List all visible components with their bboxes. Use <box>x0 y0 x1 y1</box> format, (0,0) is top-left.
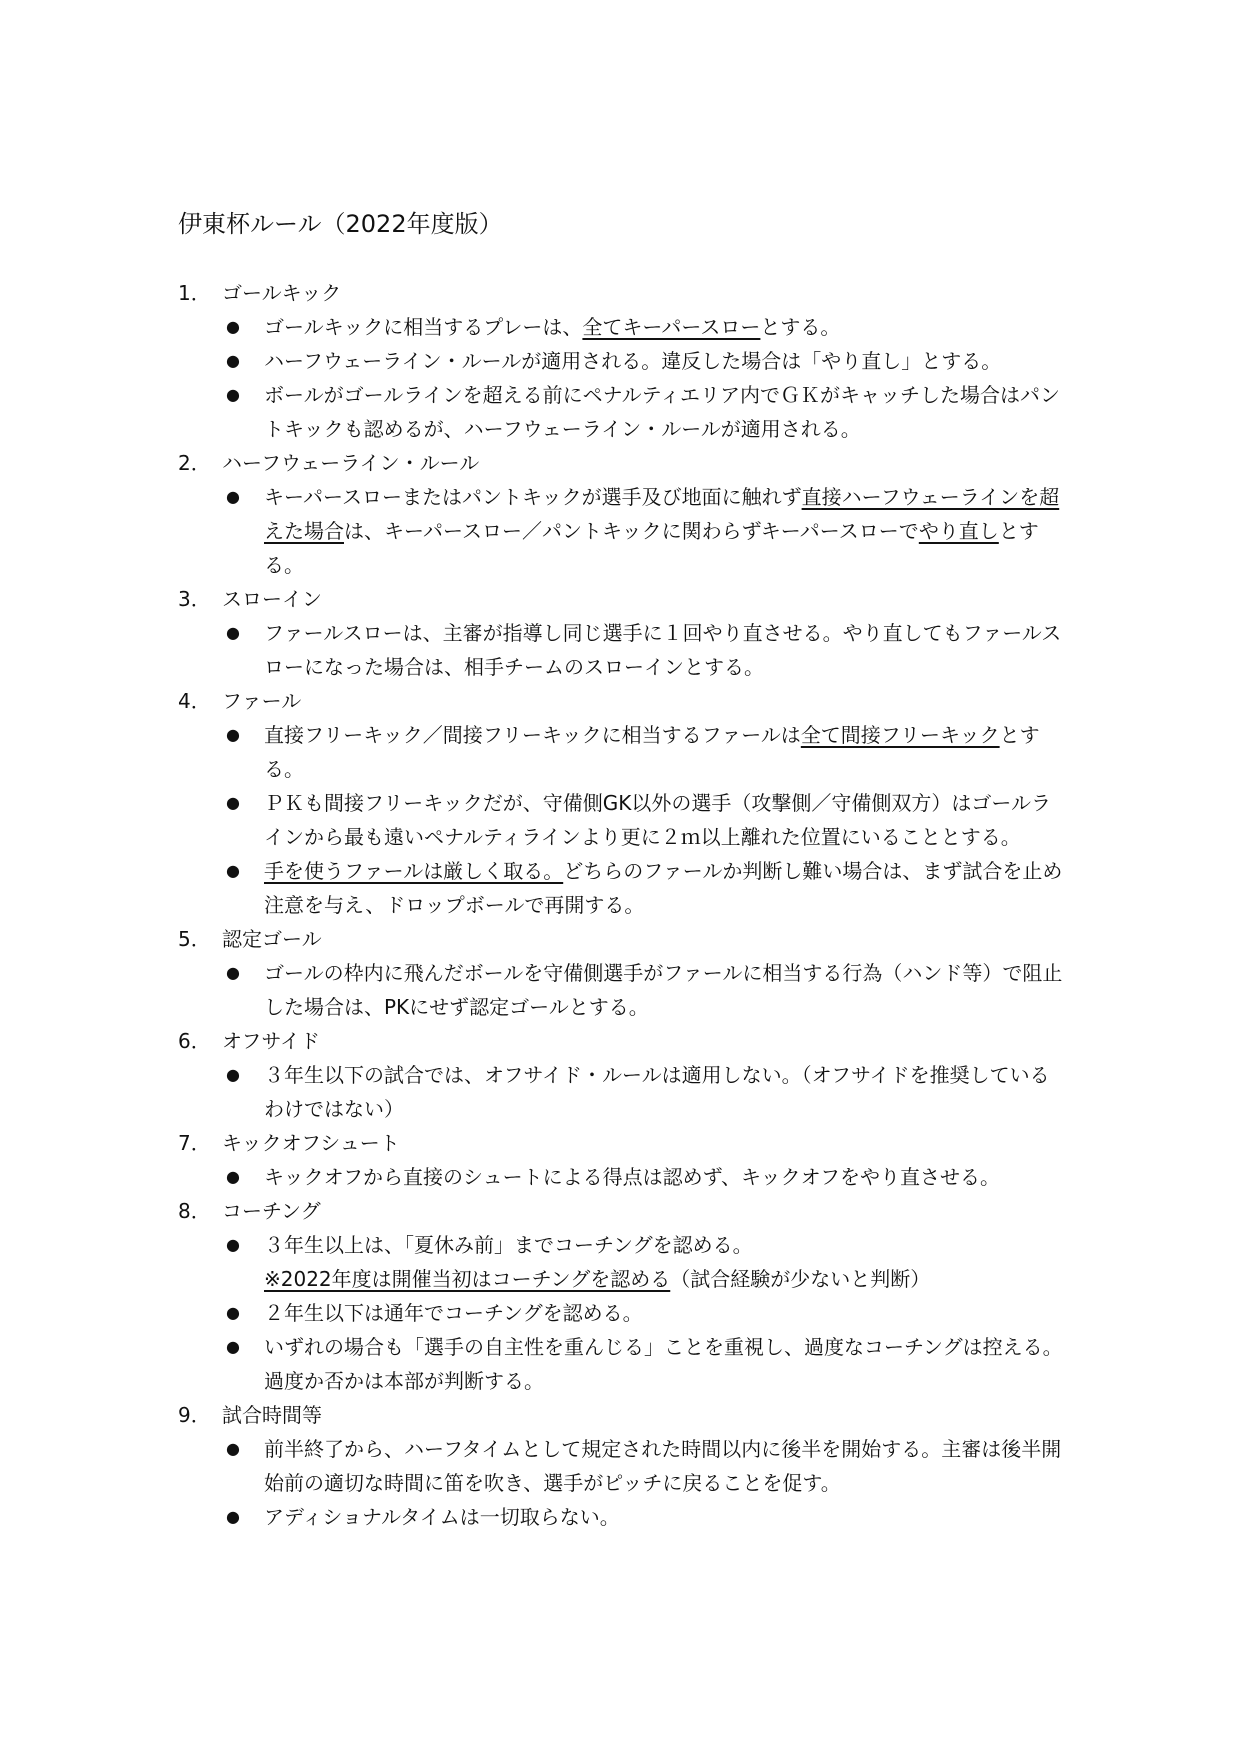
text-run: とする。 <box>264 723 1040 781</box>
section-number: 3． <box>178 587 211 611</box>
text-run: いずれの場合も「選手の自主性を重んじる」ことを重視し、過度なコーチングは控える。過度か否かは本部が判断する。 <box>264 1335 1063 1393</box>
text-run: とする。 <box>760 315 841 339</box>
underlined-text: ※2022年度は開催当初はコーチングを認める <box>264 1267 671 1291</box>
bullet-text <box>264 1500 1068 1534</box>
list-item <box>178 718 1068 786</box>
list-item <box>178 480 1068 582</box>
bullet-dot-icon: ● <box>226 861 240 880</box>
text-run: 前半終了から、ハーフタイムとして規定された時間以内に後半を開始する。主審は後半開始前の適切な時間に笛を吹き、選手がピッチに戻ることを促す。 <box>264 1437 1062 1495</box>
text-run: ボールがゴールラインを超える前にペナルティエリア内でＧＫがキャッチした場合はパントキックも認めるが、ハーフウェーライン・ルールが適用される。 <box>264 383 1060 441</box>
section-number: 8． <box>178 1199 211 1223</box>
rule-section <box>178 922 1068 1024</box>
underlined-text: やり直し <box>918 519 999 543</box>
section-heading <box>178 684 1068 718</box>
section-title: オフサイド <box>222 1029 320 1053</box>
rule-section <box>178 1024 1068 1126</box>
list-item <box>178 616 1068 684</box>
section-heading <box>178 276 1068 310</box>
bullet-dot-icon: ● <box>226 1507 240 1526</box>
section-title: キックオフシュート <box>222 1131 400 1155</box>
section-number: 2． <box>178 451 211 475</box>
list-item <box>178 310 1068 344</box>
section-number: 6． <box>178 1029 211 1053</box>
bullet-dot-icon: ● <box>226 1167 240 1186</box>
section-number: 7． <box>178 1131 211 1155</box>
text-run: キーパースローまたはパントキックが選手及び地面に触れず <box>264 485 802 509</box>
list-item <box>178 1058 1068 1126</box>
rule-section <box>178 684 1068 922</box>
bullet-dot-icon: ● <box>226 1065 240 1084</box>
text-run: ＰＫも間接フリーキックだが、守備側GK以外の選手（攻撃側／守備側双方）はゴールラインから最も遠いペナルティラインより更に２ｍ以上離れた位置にいることとする。 <box>264 791 1052 849</box>
text-run: ３年生以下の試合では、オフサイド・ルールは適用しない。（オフサイドを推奨しているわけではない） <box>264 1063 1050 1121</box>
bullet-dot-icon: ● <box>226 793 240 812</box>
bullet-list <box>178 718 1068 922</box>
bullet-list <box>178 1058 1068 1126</box>
bullet-list <box>178 310 1068 446</box>
underlined-text: 全て間接フリーキック <box>800 723 1000 747</box>
text-run: ゴールの枠内に飛んだボールを守備側選手がファールに相当する行為（ハンド等）で阻止した場合は、PKにせず認定ゴールとする。 <box>264 961 1063 1019</box>
bullet-text <box>264 480 1068 582</box>
bullet-list <box>178 1160 1068 1194</box>
text-run: ３年生以上は、「夏休み前」までコーチングを認める。 <box>264 1233 753 1257</box>
bullet-list <box>178 480 1068 582</box>
text-run: ハーフウェーライン・ルールが適用される。違反した場合は「やり直し」とする。 <box>264 349 1002 373</box>
list-item <box>178 344 1068 378</box>
bullet-dot-icon: ● <box>226 1235 240 1254</box>
list-item <box>178 1330 1068 1398</box>
section-number: 4． <box>178 689 211 713</box>
section-number: 1． <box>178 281 211 305</box>
list-item <box>178 786 1068 854</box>
bullet-note <box>264 1262 1068 1296</box>
section-title: 試合時間等 <box>222 1403 322 1427</box>
rule-section <box>178 1194 1068 1398</box>
bullet-text <box>264 956 1068 1024</box>
bullet-dot-icon: ● <box>226 1337 240 1356</box>
bullet-text <box>264 344 1068 378</box>
bullet-text <box>264 1330 1068 1398</box>
bullet-list <box>178 1432 1068 1534</box>
section-title: ファール <box>222 689 302 713</box>
text-run: 直接フリーキック／間接フリーキックに相当するファールは <box>264 723 801 747</box>
bullet-text <box>264 718 1068 786</box>
section-heading <box>178 922 1068 956</box>
list-item <box>178 1160 1068 1194</box>
bullet-text <box>264 1432 1068 1500</box>
bullet-dot-icon: ● <box>226 317 240 336</box>
bullet-dot-icon: ● <box>226 1439 240 1458</box>
bullet-text <box>264 1296 1068 1330</box>
section-title: コーチング <box>222 1199 321 1223</box>
rule-section <box>178 1398 1068 1534</box>
section-heading <box>178 1194 1068 1228</box>
bullet-text <box>264 1160 1068 1194</box>
rules-sections <box>178 276 1068 1534</box>
text-run: ２年生以下は通年でコーチングを認める。 <box>264 1301 643 1325</box>
text-run: とする。 <box>264 519 1039 577</box>
bullet-text <box>264 616 1068 684</box>
section-title: ゴールキック <box>222 281 342 305</box>
underlined-text: 手を使うファールは厳しく取る。 <box>264 859 564 883</box>
section-heading <box>178 1398 1068 1432</box>
section-heading <box>178 582 1068 616</box>
rule-section <box>178 582 1068 684</box>
bullet-text <box>264 1058 1068 1126</box>
rule-section <box>178 1126 1068 1194</box>
section-heading <box>178 1024 1068 1058</box>
bullet-dot-icon: ● <box>226 351 240 370</box>
text-run: は、キーパースロー／パントキックに関わらずキーパースローで <box>344 519 919 543</box>
bullet-dot-icon: ● <box>226 487 240 506</box>
bullet-dot-icon: ● <box>226 623 240 642</box>
section-title: スローイン <box>222 587 322 611</box>
section-number: 9． <box>178 1403 211 1427</box>
bullet-text <box>264 1228 1068 1262</box>
section-heading <box>178 1126 1068 1160</box>
list-item <box>178 1432 1068 1500</box>
text-run: キックオフから直接のシュートによる得点は認めず、キックオフをやり直させる。 <box>264 1165 1000 1189</box>
list-item <box>178 956 1068 1024</box>
text-run: ゴールキックに相当するプレーは、 <box>264 315 583 339</box>
bullet-list <box>178 1228 1068 1398</box>
section-title: ハーフウェーライン・ルール <box>222 451 480 475</box>
section-title: 認定ゴール <box>222 927 322 951</box>
list-item <box>178 1296 1068 1330</box>
bullet-text <box>264 310 1068 344</box>
bullet-list <box>178 956 1068 1024</box>
bullet-text <box>264 854 1068 922</box>
underlined-text: 直接ハーフウェーラインを超えた場合 <box>264 485 1060 543</box>
bullet-text <box>264 378 1068 446</box>
bullet-dot-icon: ● <box>226 963 240 982</box>
list-item <box>178 1500 1068 1534</box>
bullet-list <box>178 616 1068 684</box>
bullet-dot-icon: ● <box>226 385 240 404</box>
section-heading <box>178 446 1068 480</box>
document-title: 伊東杯ルール（2022年度版） <box>178 210 503 238</box>
list-item <box>178 378 1068 446</box>
text-run: どちらのファールか判断し難い場合は、まず試合を止め注意を与え、ドロップボールで再開する。 <box>264 859 1063 917</box>
bullet-dot-icon: ● <box>226 725 240 744</box>
text-run: ファールスローは、主審が指導し同じ選手に１回やり直させる。やり直してもファールスローになった場合は、相手チームのスローインとする。 <box>264 621 1062 679</box>
list-item <box>178 1228 1068 1296</box>
list-item <box>178 854 1068 922</box>
bullet-text <box>264 786 1068 854</box>
text-run: （試合経験が少ないと判断） <box>670 1267 931 1291</box>
rule-section <box>178 276 1068 446</box>
rule-section <box>178 446 1068 582</box>
bullet-dot-icon: ● <box>226 1303 240 1322</box>
text-run: アディショナルタイムは一切取らない。 <box>264 1505 620 1529</box>
section-number: 5． <box>178 927 211 951</box>
underlined-text: 全てキーパースロー <box>582 315 761 339</box>
